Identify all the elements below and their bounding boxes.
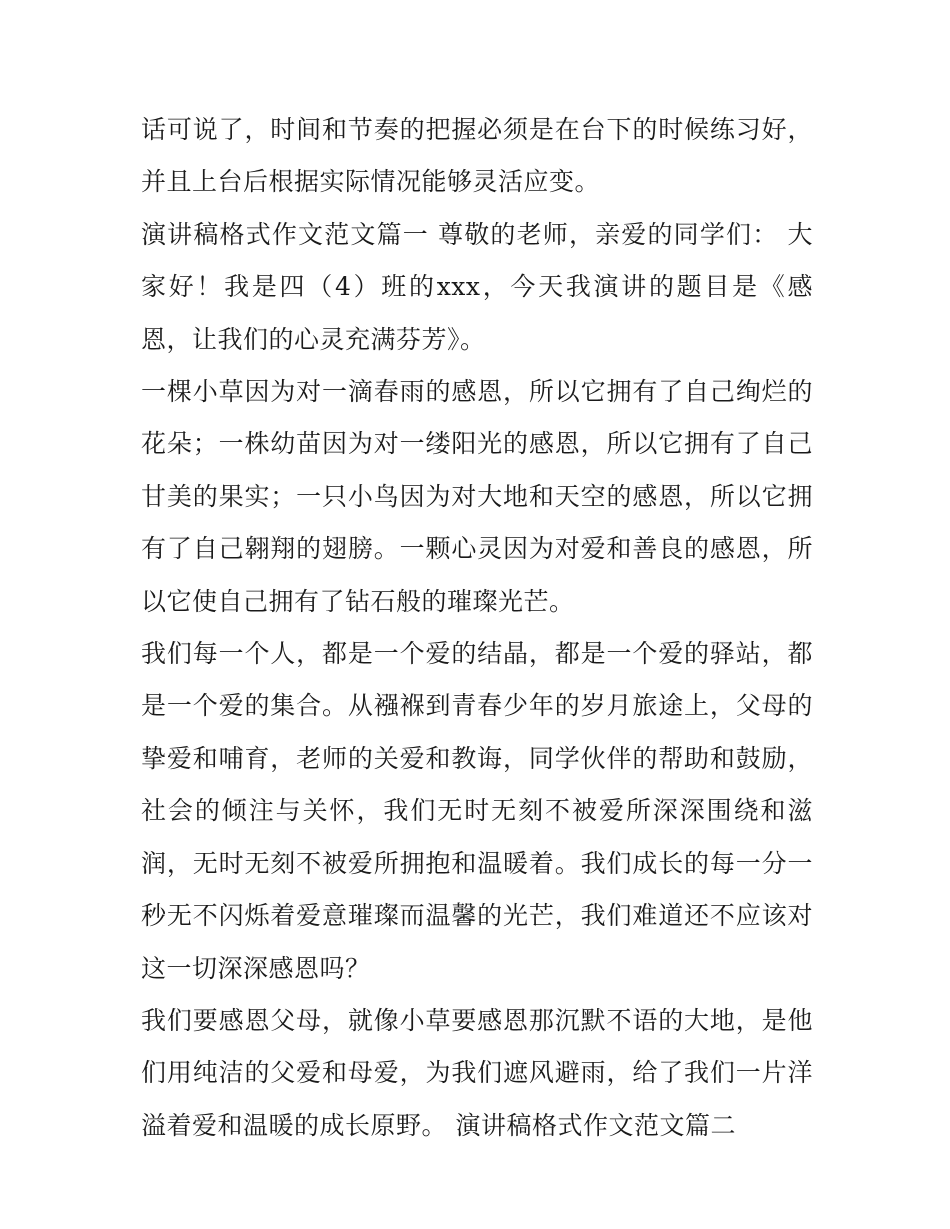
paragraph-2: 演讲稿格式作文范文篇一 尊敬的老师，亲爱的同学们： 大家好！我是四（4）班的xxx，今天我演讲的题目是《感恩，让我们的心灵充满芬芳》。 <box>141 219 813 354</box>
paragraph-1: 话可说了，时间和节奏的把握必须是在台下的时候练习好，并且上台后根据实际情况能够灵活应变。 <box>141 115 813 197</box>
paragraph-4: 我们每一个人，都是一个爱的结晶，都是一个爱的驿站，都是一个爱的集合。从襁褓到青春少年的岁月旅途上，父母的挚爱和哺育，老师的关爱和教诲，同学伙伴的帮助和鼓励，社会的倾注与关怀，我们无时无刻不被爱所深深围绕和滋润，无时无刻不被爱所拥抱和温暖着。我们成长的每一分一秒无不闪烁着爱意璀璨而温馨的光芒，我们难道还不应该对这一切深深感恩吗？ <box>141 639 813 983</box>
document-body <box>141 104 813 1152</box>
paragraph-5: 我们要感恩父母，就像小草要感恩那沉默不语的大地，是他们用纯洁的父爱和母爱，为我们遮风避雨，给了我们一片洋溢着爱和温暖的成长原野。 演讲稿格式作文范文篇二 <box>141 1005 813 1140</box>
paragraph-3: 一棵小草因为对一滴春雨的感恩，所以它拥有了自己绚烂的花朵；一株幼苗因为对一缕阳光的感恩，所以它拥有了自己甘美的果实；一只小鸟因为对大地和天空的感恩，所以它拥有了自己翱翔的翅膀。一颗心灵因为对爱和善良的感恩，所以它使自己拥有了钻石般的璀璨光芒。 <box>141 377 813 616</box>
